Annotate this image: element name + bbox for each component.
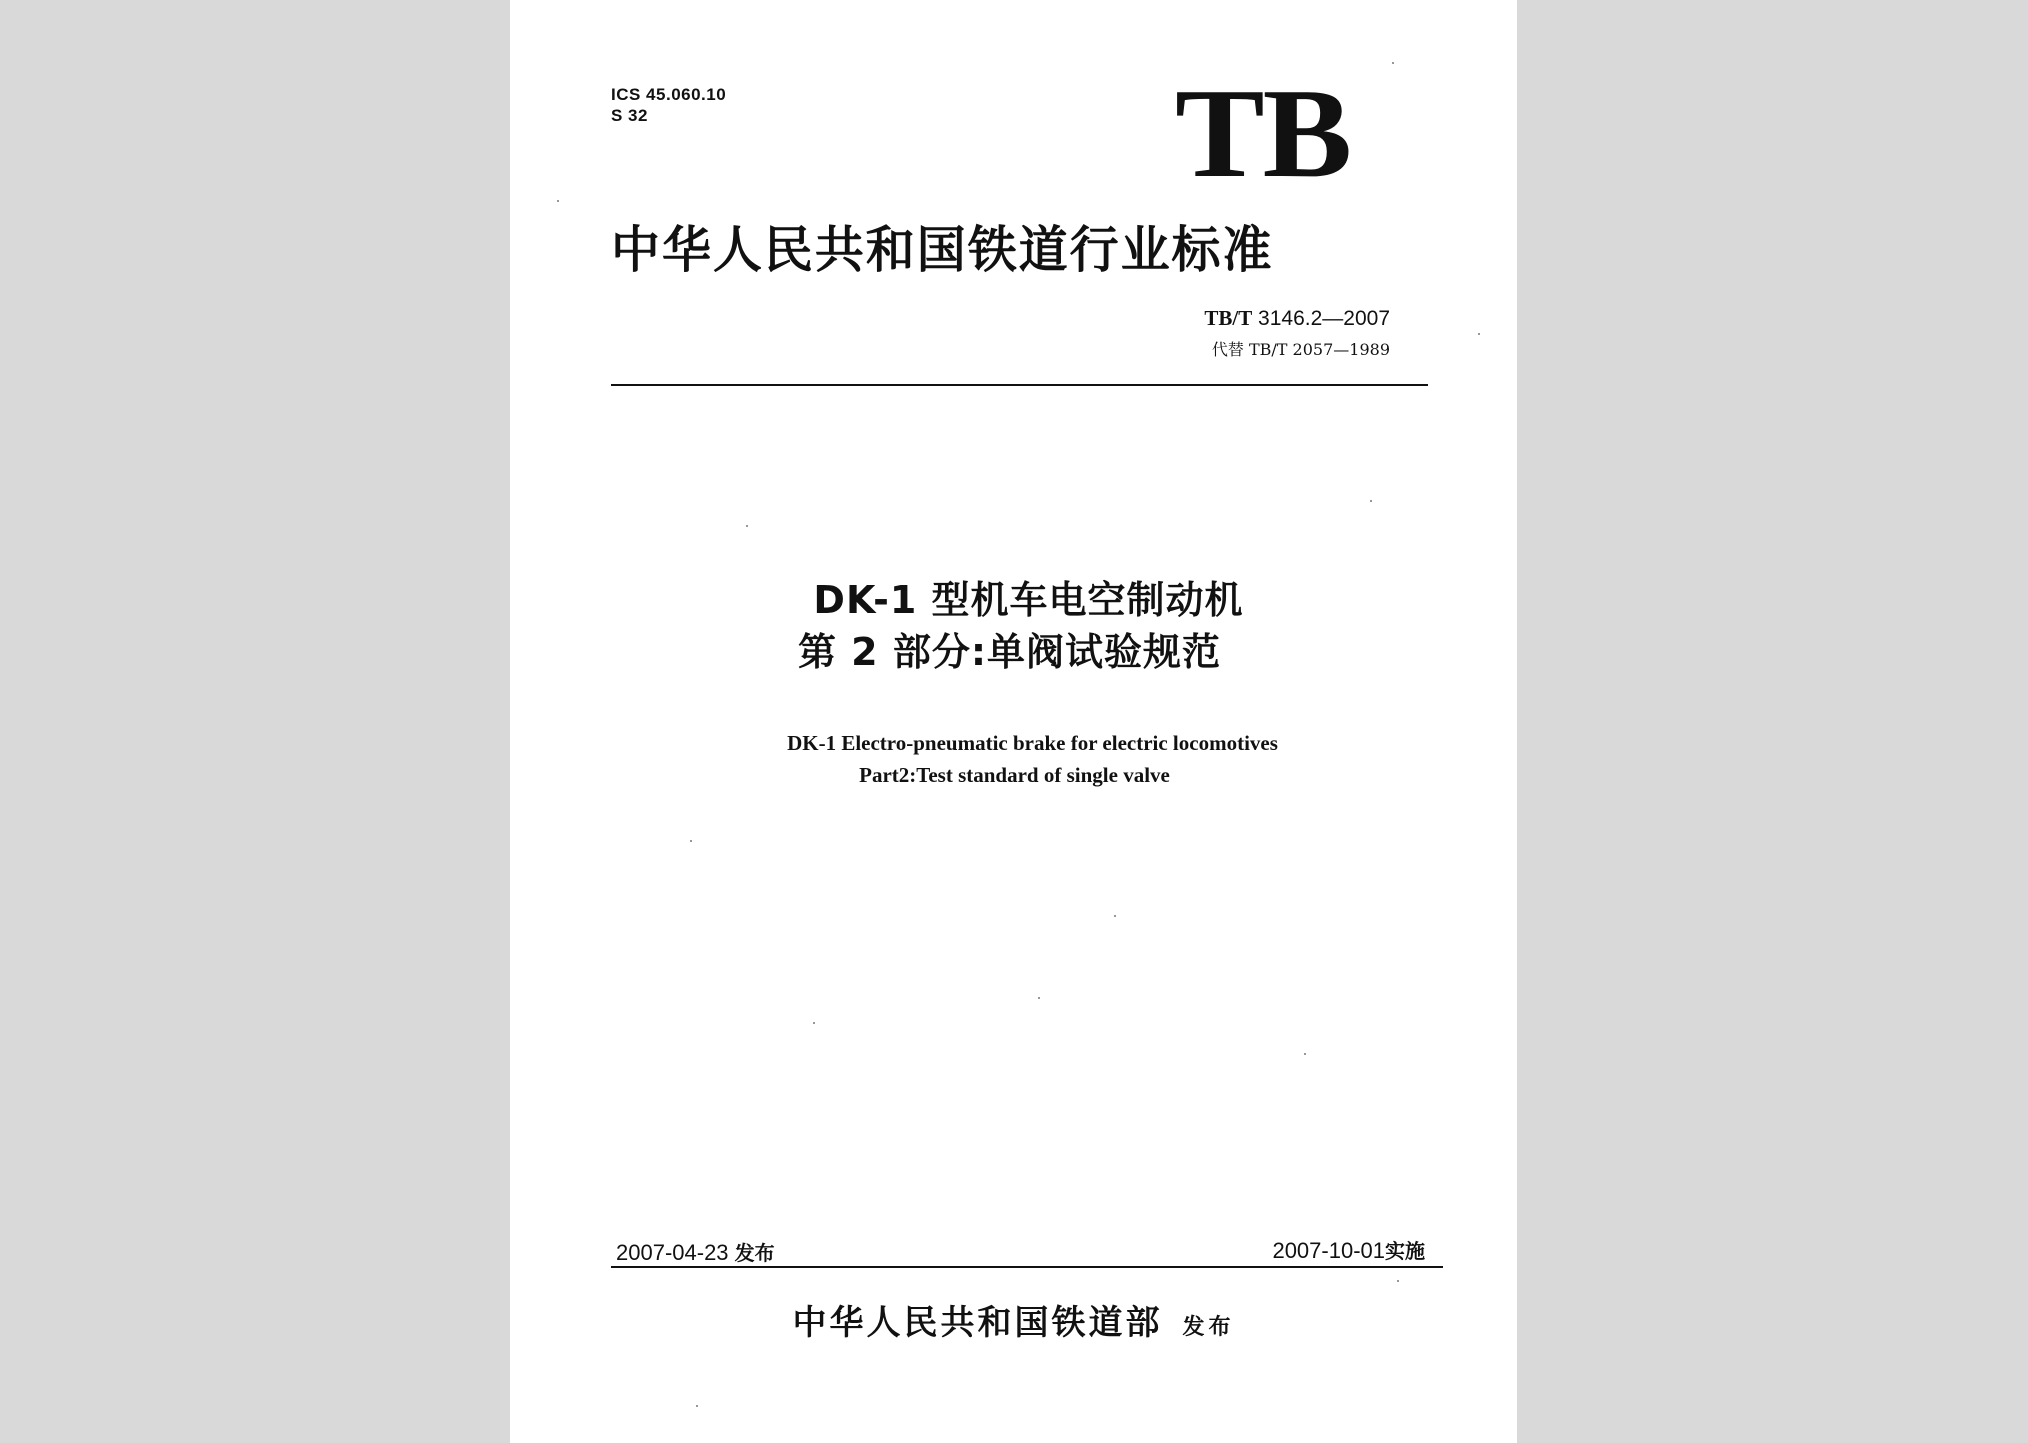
- implementation-date-label: 实施: [1385, 1239, 1425, 1263]
- classification-codes: [611, 84, 726, 126]
- footer-divider: [611, 1266, 1443, 1268]
- english-title-line-2: Part2:Test standard of single valve: [859, 763, 1170, 787]
- english-title: [510, 727, 1517, 791]
- scan-speck: [1114, 915, 1116, 917]
- scan-speck: [746, 525, 748, 527]
- issuer-organization: 中华人民共和国铁道部: [792, 1303, 1163, 1343]
- header-divider: [611, 384, 1428, 386]
- standard-number: [1204, 305, 1390, 332]
- scan-speck: [1478, 333, 1480, 335]
- standard-number-value: 3146.2—2007: [1258, 307, 1390, 330]
- implementation-date: [1272, 1238, 1425, 1264]
- implementation-date-value: 2007-10-01: [1272, 1238, 1385, 1263]
- scan-speck: [696, 1405, 698, 1407]
- scan-speck: [1392, 62, 1394, 64]
- scan-speck: [1397, 1280, 1399, 1282]
- standard-title: 中华人民共和国铁道行业标准: [611, 220, 1274, 279]
- replaces-note: 代替 TB/T 2057—1989: [1211, 340, 1390, 359]
- issuing-authority: [510, 1295, 1517, 1344]
- scan-speck: [1304, 1053, 1306, 1055]
- ccs-code: S 32: [611, 106, 648, 125]
- document-page: [510, 0, 1517, 1443]
- chinese-title-line-1: DK-1 型机车电空制动机: [813, 578, 1244, 622]
- issue-date: [616, 1240, 775, 1266]
- chinese-title-line-2: 第 2 部分:单阀试验规范: [797, 630, 1222, 674]
- scan-speck: [690, 840, 692, 842]
- scan-speck: [1038, 997, 1040, 999]
- issue-date-value: 2007-04-23: [616, 1240, 729, 1265]
- standard-number-prefix: TB/T: [1204, 306, 1253, 330]
- tb-logo: TB: [1175, 62, 1351, 204]
- chinese-title: [510, 574, 1517, 678]
- ics-code: ICS 45.060.10: [611, 85, 727, 104]
- english-title-line-1: DK-1 Electro-pneumatic brake for electric locomotives: [787, 731, 1278, 755]
- scan-speck: [557, 200, 559, 202]
- issuer-action: 发布: [1182, 1315, 1235, 1340]
- issue-date-label: 发布: [734, 1241, 775, 1265]
- scan-speck: [813, 1022, 815, 1024]
- scan-speck: [1370, 500, 1372, 502]
